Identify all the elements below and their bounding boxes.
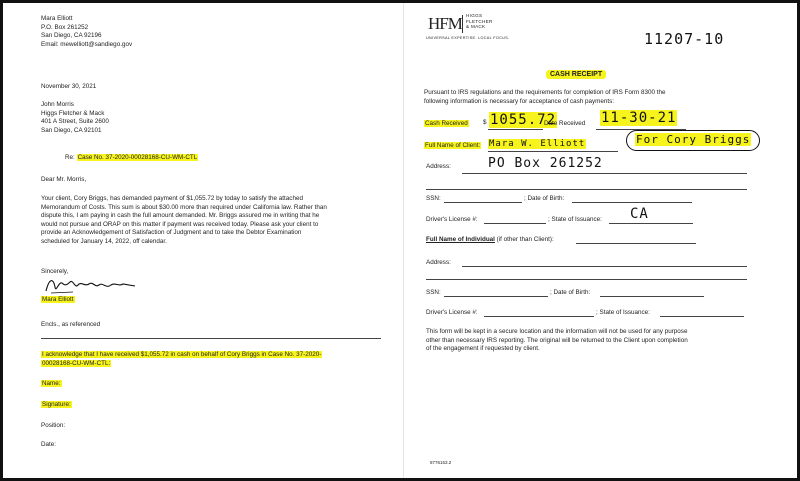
state-2-label: ; State of Issuance:	[596, 309, 650, 316]
sender-email: Email: mewelliott@sandiego.gov	[41, 40, 133, 48]
ack-name-label: Name:	[42, 380, 61, 387]
letter-body	[41, 195, 327, 246]
cash-received-value: 1055.72	[490, 112, 557, 128]
dob-2-label: ; Date of Birth:	[550, 289, 591, 296]
recipient-address-1: 401 A Street, Suite 2600	[41, 118, 109, 125]
sender-name: Mara Elliott	[41, 15, 73, 22]
body-line: Your client, Cory Briggs, has demanded payment of $1,055.72 by today to satisfy the attached	[41, 195, 303, 202]
recipient-address-2: San Diego, CA 92101	[41, 126, 102, 134]
drivers-license-2-label: Driver's License #:	[426, 309, 478, 316]
receipt-footer-text: This form will be kept in a secure location and the information will not be used for any purpose other than necessary IRS reporting. The original will be returned to the Client upon completion of the engagement if requested by client.	[426, 328, 688, 352]
individual-line	[576, 243, 696, 244]
signer-name: Mara Elliott	[42, 296, 74, 303]
address-2-line-b	[426, 279, 747, 280]
handwritten-signature	[43, 273, 138, 297]
ssn-2-label: SSN:	[426, 289, 441, 296]
receipt-title: CASH RECEIPT	[546, 70, 606, 79]
state-label: ; State of Issuance:	[548, 216, 602, 223]
re-case-number: Case No. 37-2020-00028168-CU-WM-CTL	[77, 154, 198, 161]
cash-prefix: $	[483, 119, 487, 126]
re-label: Re:	[65, 154, 75, 161]
dob-label: ; Date of Birth:	[524, 195, 565, 202]
state-line	[609, 223, 693, 224]
drivers-license-label: Driver's License #:	[426, 216, 478, 223]
state-2-line	[660, 316, 744, 317]
body-line: Memorandum of Costs. This sum is about $30.00 more than required under California law. Rather than	[41, 203, 327, 211]
address-line	[462, 173, 747, 174]
full-name-label: Full Name of Client:	[425, 142, 481, 149]
ssn-2-line	[444, 296, 548, 297]
date-received-value: 11-30-21	[601, 110, 677, 126]
date-received-label: Date Received	[544, 120, 586, 127]
state-value: CA	[630, 206, 649, 222]
enclosures: Encls., as referenced	[41, 321, 101, 328]
ack-date-label: Date:	[41, 441, 57, 448]
ack-line: 00028168-CU-WM-CTL:	[42, 359, 111, 367]
address-line-2	[426, 189, 747, 190]
closing: Sincerely,	[41, 268, 69, 275]
letter-date: November 30, 2021	[41, 83, 97, 90]
recipient-firm: Higgs Fletcher & Mack	[41, 109, 105, 117]
address-label: Address:	[426, 163, 451, 170]
letter-page	[3, 3, 404, 478]
recipient-block	[41, 101, 109, 135]
receipt-page	[404, 3, 797, 478]
address-2-line	[462, 266, 747, 267]
ssn-label: SSN:	[426, 195, 441, 202]
dob-2-line	[600, 296, 704, 297]
salutation: Dear Mr. Morris,	[41, 176, 87, 183]
form-number: 8776153.2	[430, 460, 452, 465]
full-name-value: Mara W. Elliott	[489, 139, 586, 149]
ack-line: I acknowledge that I have received $1,055.72 in cash on behalf of Cory Briggs in Case No. 37-2020-	[42, 351, 322, 358]
body-line: provide an Acknowledgement of Satisfaction of Judgment and to take the Debtor Examination	[41, 229, 302, 236]
dl-2-line	[484, 316, 594, 317]
recipient-name: John Morris	[41, 101, 74, 108]
logo-firm-name: HIGGS FLETCHER & MACK	[466, 13, 493, 29]
handwritten-reference-number: 11207-10	[644, 30, 725, 48]
body-line: dispute this, I am paying in cash the full amount demanded. Mr. Briggs assured me in writing that he	[41, 212, 320, 219]
ssn-line	[444, 202, 522, 203]
re-line	[65, 154, 198, 163]
ack-position-label: Position:	[41, 422, 66, 429]
sender-block	[41, 15, 132, 49]
body-line: would not pursue and ORAP on this matter if payment was received today. Please ask your client to	[41, 220, 319, 228]
receipt-intro: Pursuant to IRS regulations and the requirements for completion of IRS Form 8300 the following information is necessary for acceptance of cash payments:	[424, 89, 666, 105]
divider-line	[41, 338, 381, 339]
logo-divider	[462, 15, 463, 33]
individual-label: Full Name of Individual (if other than Client):	[426, 236, 554, 243]
address-2-label: Address:	[426, 259, 451, 266]
dl-line	[484, 223, 546, 224]
address-value: PO Box 261252	[488, 156, 603, 171]
sender-address-1: P.O. Box 261252	[41, 23, 89, 31]
body-line: scheduled for January 14, 2022, off calendar.	[41, 237, 167, 245]
cash-line	[488, 129, 543, 130]
ack-signature-label: Signature:	[42, 401, 71, 408]
acknowledgement	[41, 351, 322, 368]
sender-address-2: San Diego, CA 92196	[41, 32, 102, 39]
cash-received-label: Cash Received	[425, 120, 468, 127]
dob-line	[572, 202, 692, 203]
name-line	[488, 151, 618, 152]
for-note-circled: For Cory Briggs	[626, 130, 760, 151]
logo-tagline: UNIVERSAL EXPERTISE. LOCAL FOCUS.	[426, 36, 510, 40]
hfm-logo-mark: HFM	[428, 14, 462, 33]
